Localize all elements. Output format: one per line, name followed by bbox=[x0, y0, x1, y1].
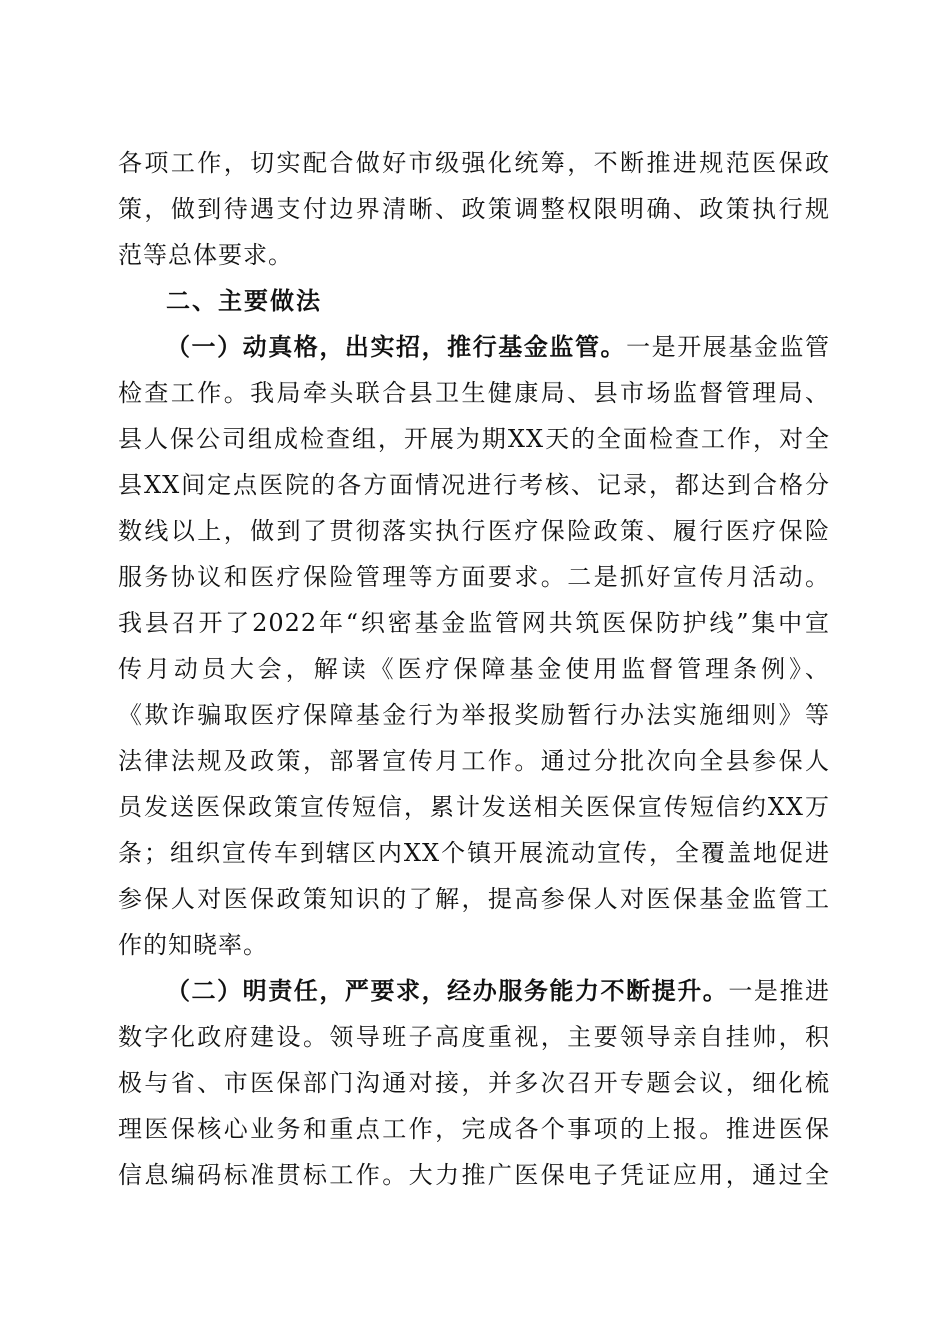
body-line: 数字化政府建设。领导班子高度重视，主要领导亲自挂帅，积 bbox=[118, 1023, 830, 1051]
document-body bbox=[118, 140, 830, 1198]
subsection-title: （一）动真格，出实招，推行基金监管。 bbox=[166, 332, 627, 361]
body-line: 我县召开了2022年“织密基金监管网共筑医保防护线”集中宣 bbox=[118, 609, 830, 637]
subsection-title: （二）明责任，严要求，经办服务能力不断提升。 bbox=[166, 976, 729, 1005]
body-line: 作的知晓率。 bbox=[118, 931, 268, 959]
body-line: 数线以上，做到了贯彻落实执行医疗保险政策、履行医疗保险 bbox=[118, 517, 830, 545]
body-line: 检查工作。我局牵头联合县卫生健康局、县市场监督管理局、 bbox=[118, 379, 830, 407]
body-line: 策，做到待遇支付边界清晰、政策调整权限明确、政策执行规 bbox=[118, 195, 830, 223]
body-line: 传月动员大会，解读《医疗保障基金使用监督管理条例》、 bbox=[118, 655, 830, 683]
subsection-first-line bbox=[118, 968, 830, 1014]
body-line: 县人保公司组成检查组，开展为期XX天的全面检查工作，对全 bbox=[118, 425, 830, 453]
body-line: 条；组织宣传车到辖区内XX个镇开展流动宣传，全覆盖地促进 bbox=[118, 839, 830, 867]
body-line: 参保人对医保政策知识的了解，提高参保人对医保基金监管工 bbox=[118, 885, 830, 913]
body-line: 《欺诈骗取医疗保障基金行为举报奖励暂行办法实施细则》等 bbox=[118, 701, 830, 729]
body-line: 理医保核心业务和重点工作，完成各个事项的上报。推进医保 bbox=[118, 1115, 830, 1143]
body-line: 县XX间定点医院的各方面情况进行考核、记录，都达到合格分 bbox=[118, 471, 830, 499]
body-line: 各项工作，切实配合做好市级强化统筹，不断推进规范医保政 bbox=[118, 149, 830, 177]
subsection-first-line-rest: 一是推进 bbox=[728, 977, 831, 1005]
body-line: 服务协议和医疗保险管理等方面要求。二是抓好宣传月活动。 bbox=[118, 563, 830, 591]
subsection-first-line-rest: 一是开展基金监管 bbox=[626, 333, 831, 361]
body-line: 法律法规及政策，部署宣传月工作。通过分批次向全县参保人 bbox=[118, 747, 830, 775]
body-line: 信息编码标准贯标工作。大力推广医保电子凭证应用，通过全 bbox=[118, 1161, 830, 1189]
body-line: 员发送医保政策宣传短信，累计发送相关医保宣传短信约XX万 bbox=[118, 793, 830, 821]
subsection-first-line bbox=[118, 324, 830, 370]
section-heading: 二、主要做法 bbox=[166, 287, 322, 315]
body-line: 范等总体要求。 bbox=[118, 241, 293, 269]
body-line: 极与省、市医保部门沟通对接，并多次召开专题会议，细化梳 bbox=[118, 1069, 830, 1097]
